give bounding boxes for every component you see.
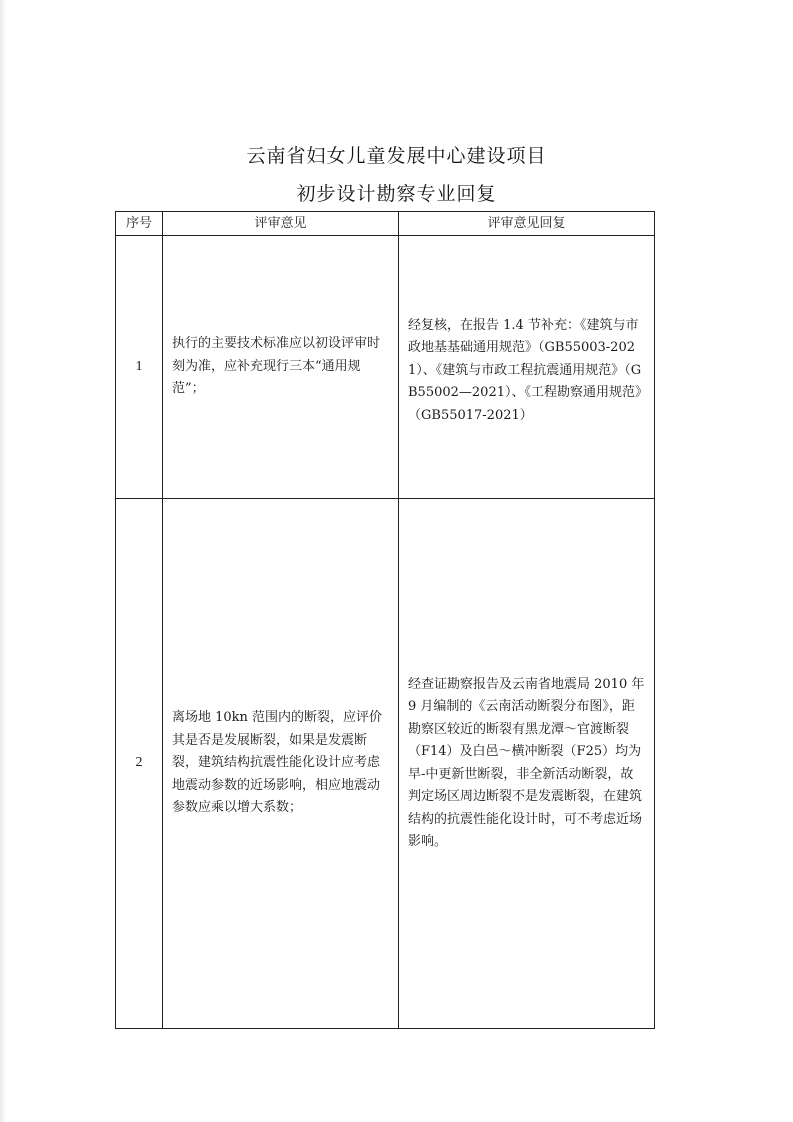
row-2-reply: 经查证勘察报告及云南省地震局 2010 年 9 月编制的《云南活动断裂分布图》，距勘察区较近的断裂有黑龙潭～官渡断裂（F14）及白邑～横冲断裂（F25）均为早-中更新世断裂，非全新活动断裂，故判定场区周边断裂不是发震断裂，在建筑结构的抗震性能化设计时，可不考虑近场影响。 [408,676,645,849]
header-reply: 评审意见回复 [487,216,566,231]
scan-edge [0,0,6,1122]
row-1-comment: 执行的主要技术标准应以初设评审时刻为准，应补充现行三本“通用规范”； [172,336,381,397]
row-1-reply: 经复核，在报告 1.4 节补充：《建筑与市政地基基础通用规范》（GB55003-2021）、《建筑与市政工程抗震通用规范》（GB55002—2021）、《工程勘察通用规范》（GB55017-2021） [408,317,642,423]
review-table [115,211,655,1029]
header-index: 序号 [125,216,152,231]
document-title: 云南省妇女儿童发展中心建设项目 [246,145,547,167]
document-subtitle: 初步设计勘察专业回复 [296,183,497,205]
row-1-index: 1 [135,358,143,374]
header-comment: 评审意见 [254,216,307,231]
row-2-index: 2 [135,755,143,771]
row-2-comment: 离场地 10kn 范围内的断裂，应评价其是否是发展断裂，如果是发震断裂，建筑结构抗震性能化设计应考虑地震动参数的近场影响，相应地震动参数应乘以增大系数； [172,710,383,816]
